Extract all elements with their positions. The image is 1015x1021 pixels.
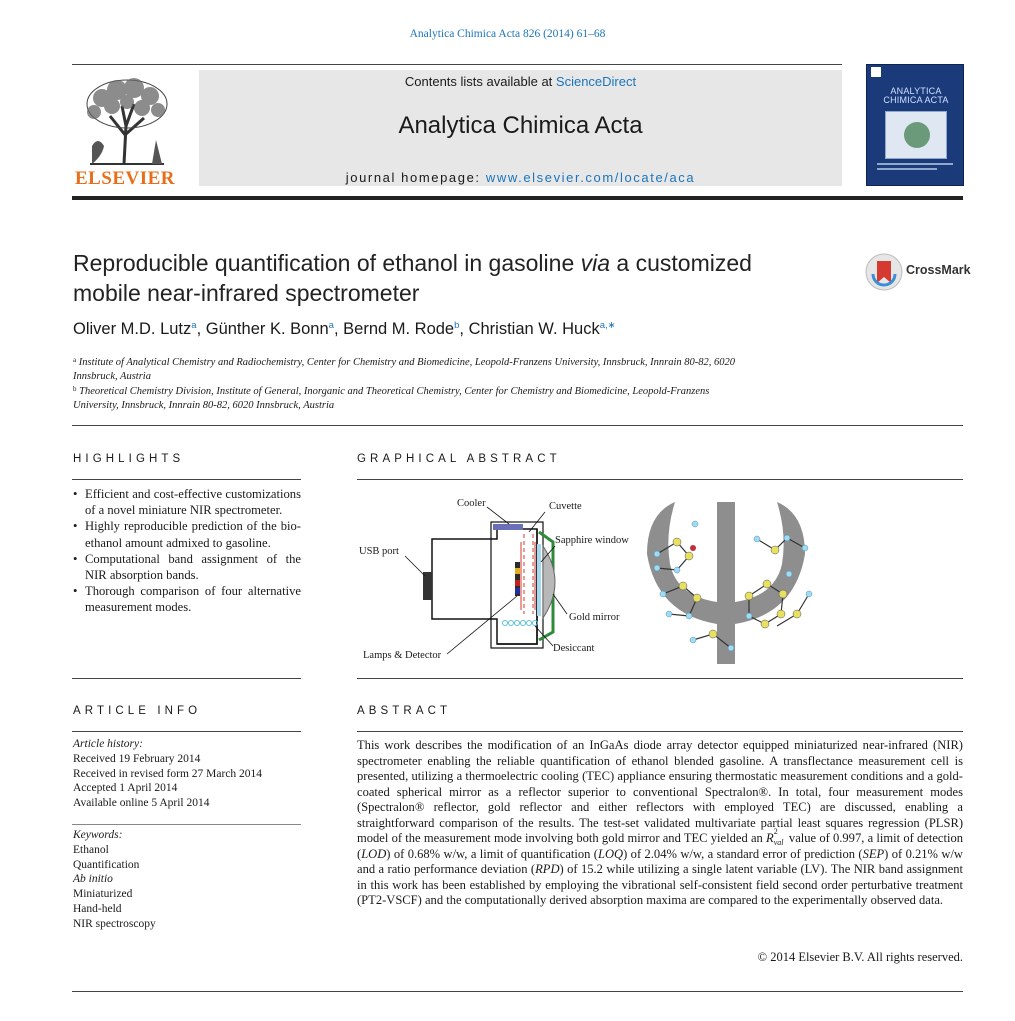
history-item: Received 19 February 2014 (73, 752, 201, 765)
history-item: Received in revised form 27 March 2014 (73, 767, 263, 780)
abstract-text: ) of 2.04% w/w, a standard error of prediction ( (623, 846, 863, 861)
history-item: Accepted 1 April 2014 (73, 782, 178, 795)
affiliation-text: Theoretical Chemistry Division, Institute of General, Inorganic and Theoretical Chemistry, Center for Chemistry and Biomedicine, Leopold-Franzens (79, 386, 710, 397)
keywords-rule (72, 824, 301, 825)
tree-icon (72, 76, 182, 168)
contents-prefix: Contents lists available at (404, 74, 556, 89)
cover-title-line2: CHIMICA ACTA (883, 95, 949, 105)
article-history (73, 737, 262, 811)
cooler-icon (493, 524, 523, 530)
highlights-rule (72, 479, 301, 480)
highlight-item: • Highly reproducible prediction of the bio-ethanol amount admixed to gasoline. (73, 518, 301, 550)
contents-line (199, 74, 842, 89)
highlights-heading: HIGHLIGHTS (73, 453, 185, 465)
author-name[interactable]: Bernd M. Rode (343, 320, 455, 338)
sapphire-window-icon (537, 544, 541, 616)
article-info-rule (72, 731, 301, 732)
cover-logo-icon (871, 67, 881, 77)
author-affil-sup[interactable]: b (454, 320, 460, 331)
article-title-line1 (73, 248, 833, 278)
keyword-item: Hand-held (73, 902, 122, 915)
title-italic: via (580, 250, 611, 276)
highlight-item: • Thorough comparison of four alternative measurement modes. (73, 583, 301, 615)
author-name[interactable]: Günther K. Bonn (205, 320, 329, 338)
spectrometer-diagram (357, 484, 963, 674)
crossmark-label[interactable]: CrossMark (906, 263, 971, 277)
label-cooler: Cooler (457, 498, 486, 509)
abstract-text: value of 0.997, a limit of detection ( (357, 831, 963, 861)
author-list (73, 320, 616, 339)
author-name[interactable]: Christian W. Huck (468, 320, 600, 338)
article-title-line2: mobile near-infrared spectrometer (73, 280, 420, 306)
section-divider (72, 425, 963, 426)
graphical-abstract-figure[interactable] (357, 484, 963, 674)
abstract-text: ) of 15.2 while utilizing a single latent variable (LV). The NIR band assignment in this work has been established by employing the vibrational self-consistent field second order perturbative treatment (PT2-VSCF) and the computationally derived absorption maxima are compared to the experimentally observed data. (357, 862, 964, 907)
highlight-item: • Efficient and cost-effective customizations of a novel miniature NIR spectrometer. (73, 486, 301, 518)
abstract-text: This work describes the modification of an InGaAs diode array detector equipped miniaturized near-infrared (NIR) spectrometer enabling the reliable quantification of ethanol blended gasoline. A transflectance measurement cell is presented, utilizing a thermoelectric cooling (TEC) appliance ensuring thermostatic measurement conditions and a gold-coated spherical mirror as a reflector superior to conventional Spectralon®. In total, four measurement modes (Spectralon® reflector, gold reflector and either reflectors with employed TEC) are discussed, enabling a straightforward comparison of the results. The test-set validated multivariate partial least squares regression (PLSR) model of the measurement mode involving both gold mirror and TEC yielded an (357, 738, 963, 845)
r2-scripts (773, 827, 786, 847)
homepage-link[interactable]: www.elsevier.com/locate/aca (485, 170, 696, 185)
history-item: Available online 5 April 2014 (73, 797, 210, 810)
journal-citation[interactable]: Analytica Chimica Acta 826 (2014) 61–68 (409, 28, 606, 40)
copyright-line: © 2014 Elsevier B.V. All rights reserved. (757, 950, 963, 964)
r2-superscript: 2 (773, 827, 778, 836)
usb-port-icon (423, 572, 432, 600)
graphical-abstract-rule (357, 479, 963, 480)
author-affil-sup[interactable]: a (191, 320, 197, 331)
affiliation-text: Innsbruck, Austria (73, 371, 151, 382)
highlight-item: • Computational band assignment of the NIR absorption bands. (73, 551, 301, 583)
r2-subscript: val (773, 838, 784, 847)
affiliation-sup: a (73, 356, 77, 364)
keyword-item: Miniaturized (73, 888, 133, 901)
keyword-item: Ab initio (73, 873, 113, 886)
crossmark-icon (864, 252, 904, 292)
cover-line (877, 163, 953, 165)
highlights-bottom-rule (72, 678, 301, 679)
molecule-oxygen-icon (690, 545, 696, 551)
affiliation-a (73, 353, 853, 384)
cover-graphic-icon (885, 111, 947, 159)
author-separator: , (459, 320, 469, 338)
keyword-item: Ethanol (73, 843, 109, 856)
title-text: a customized (610, 250, 752, 276)
homepage-line (199, 170, 842, 185)
affiliation-b (73, 382, 853, 413)
affiliation-sup: b (73, 385, 77, 393)
graphical-abstract-heading: GRAPHICAL ABSTRACT (357, 453, 561, 465)
abstract-heading: ABSTRACT (357, 705, 452, 717)
author-affil-sup[interactable]: a,∗ (599, 320, 616, 331)
sciencedirect-link[interactable]: ScienceDirect (555, 74, 637, 89)
cover-graphic-circle (904, 122, 930, 148)
author-name[interactable]: Oliver M.D. Lutz (73, 320, 192, 338)
abstract-text: ) of 0.21% w/w and a ratio performance deviation ( (357, 846, 963, 876)
journal-cover-thumbnail[interactable] (866, 64, 964, 186)
abstract-abbrev: RPD (535, 862, 560, 876)
abstract-rule (357, 731, 963, 732)
label-gold-mirror: Gold mirror (569, 612, 620, 623)
label-usb-port: USB port (359, 546, 399, 557)
keywords-label: Keywords: (73, 829, 123, 841)
cover-line (877, 168, 937, 170)
graphical-abstract-bottom-rule (357, 678, 963, 679)
highlights-list (73, 486, 301, 616)
elsevier-wordmark[interactable]: ELSEVIER (74, 168, 176, 189)
abstract-abbrev: LOQ (598, 846, 624, 861)
history-label: Article history: (73, 738, 143, 750)
keyword-item: NIR spectroscopy (73, 917, 156, 930)
abstract-abbrev: SEP (862, 846, 885, 861)
desiccant-icon (503, 621, 538, 626)
abstract-text: ) of 0.68% w/w, a limit of quantification ( (386, 846, 598, 861)
homepage-prefix: journal homepage: (345, 170, 486, 185)
keyword-item: Quantification (73, 858, 140, 871)
affiliation-text: University, Innsbruck, Innrain 80-82, 6020 Innsbruck, Austria (73, 400, 335, 411)
label-lamps-detector: Lamps & Detector (363, 650, 442, 661)
journal-title[interactable]: Analytica Chimica Acta (398, 112, 643, 139)
article-info-heading: ARTICLE INFO (73, 705, 202, 717)
title-text: Reproducible quantification of ethanol in gasoline (73, 250, 581, 276)
header-bottom-rule (72, 196, 963, 200)
abstract-symbol: R (766, 831, 774, 845)
abstract-abbrev: LOD (361, 846, 387, 861)
article-title (73, 248, 833, 308)
label-sapphire-window: Sapphire window (555, 535, 629, 546)
cover-title-line1: ANALYTICA (890, 86, 942, 96)
crossmark-badge[interactable] (864, 252, 904, 292)
author-separator: , (196, 320, 206, 338)
author-affil-sup[interactable]: a (328, 320, 334, 331)
abstract-body (357, 738, 963, 909)
label-cuvette: Cuvette (549, 501, 582, 512)
affiliation-text: Institute of Analytical Chemistry and Radiochemistry, Center for Chemistry and Biomedicine, Leopold-Franzens University, Innsbruck, Innrain 80-82, 6020 (78, 357, 736, 368)
psi-symbol-icon (647, 502, 805, 664)
header-top-rule (72, 64, 842, 65)
label-desiccant: Desiccant (553, 643, 595, 654)
keywords-block (73, 828, 156, 932)
footer-rule (72, 991, 963, 992)
author-separator: , (333, 320, 344, 338)
